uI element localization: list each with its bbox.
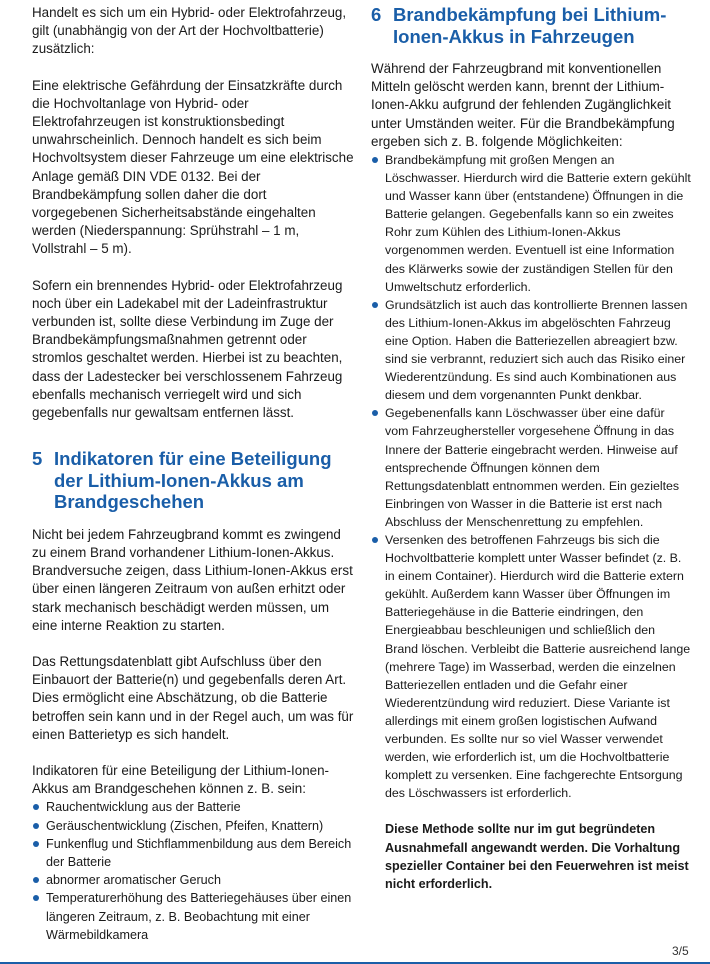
right-column <box>371 4 691 893</box>
indicator-list <box>32 798 354 944</box>
section-5-number: 5 <box>32 448 43 470</box>
paragraph-firefighting-intro: Während der Fahrzeugbrand mit konventionellen Mitteln gelöscht werden kann, brennt der Lithium-Ionen-Akku aufgrund der fehlenden Zugänglichkeit unter Umständen weiter. Für die Brandbekämpfung ergeben sich z. B. folgende Möglichkeiten: <box>371 61 675 149</box>
paragraph-hybrid-intro: Handelt es sich um ein Hybrid- oder Elektrofahrzeug, gilt (unabhängig von der Art der Hochvoltbatterie) zusätzlich: <box>32 5 347 57</box>
paragraph-electrical-hazard: Eine elektrische Gefährdung der Einsatzkräfte durch die Hochvoltanlage von Hybrid- oder Elektrofahrzeugen ist konstruktionsbedingt unwahrscheinlich. Dennoch handelt es sich beim Hochvoltsystem dieser Fahrzeuge um eine elektrische Anlage gemäß DIN VDE 0132. Bei der Brandbekämpfung sollen daher die dort vorgegebenen Sicherheitsabstände eingehalten werden (Niederspannung: Sprühstrahl – 1 m, Vollstrahl – 5 m). <box>32 77 354 257</box>
section-5-heading <box>32 448 354 513</box>
firefighting-options-list <box>371 151 691 802</box>
section-6-title: Brandbekämpfung bei Lithium-Ionen-Akkus in Fahrzeugen <box>393 4 667 47</box>
section-6-number: 6 <box>371 4 382 25</box>
list-item: abnormer aromatischer Geruch <box>32 871 354 889</box>
list-item: Brandbekämpfung mit großen Mengen an Löschwasser. Hierdurch wird die Batterie extern gekühlt und Wasser kann über (entstandene) Öffnungen in die Batterie gelangen. Gegebenfalls kann so ein zweites Rohr zum Kühlen des Lithium-Ionen-Akkus vorgenommen werden. Eventuell ist eine Information des Klärwerks sowie der zuständigen Stellen für den Umweltschutz erforderlich. <box>371 151 691 296</box>
left-column <box>32 4 354 944</box>
bullet-icon <box>33 877 39 883</box>
bullet-icon <box>372 157 378 163</box>
list-item: Grundsätzlich ist auch das kontrollierte Brennen lassen des Lithium-Ionen-Akkus im abgelöschten Fahrzeug eine Option. Haben die Batteriezellen abreagiert bzw. sind sie verbrannt, reduziert sich auch das Risiko einer Wiederentzündung. Es sind auch Kombinationen aus diesem und dem vorgenannten Punkt denkbar. <box>371 296 691 405</box>
paragraph-rescue-sheet: Das Rettungsdatenblatt gibt Aufschluss über den Einbauort der Batterie(n) und gegebenfalls deren Art. Dies ermöglicht eine Abschätzung, ob die Batterie betroffen sein kann und in der Regel auch, um was für einen Batterietyp es sich handelt. <box>32 653 354 742</box>
bullet-icon <box>33 841 39 847</box>
list-item: Temperaturerhöhung des Batteriegehäuses über einen längeren Zeitraum, z. B. Beobachtung mit einer Wärmebildkamera <box>32 889 354 944</box>
list-item: Rauchentwicklung aus der Batterie <box>32 798 354 816</box>
bold-note: Diese Methode sollte nur im gut begründeten Ausnahmefall angewandt werden. Die Vorhaltung spezieller Container bei den Feuerwehren ist meist nicht erforderlich. <box>385 822 689 891</box>
page-number: 3/5 <box>672 944 689 958</box>
paragraph-charging-cable: Sofern ein brennendes Hybrid- oder Elektrofahrzeug noch über ein Ladekabel mit der Ladeinfrastruktur verbunden ist, sollte diese Verbindung im Zuge der Brandbekämpfungsmaßnahmen getrennt oder stromlos geschaltet werden. Hierbei ist zu beachten, dass der Ladestecker bei verschlossenem Fahrzeug ebenfalls mechanisch verriegelt wird und sich gegebenfalls nur gewaltsam entfernen lässt. <box>32 277 343 421</box>
bullet-icon <box>372 302 378 308</box>
section-5-title: Indikatoren für eine Beteiligung der Lithium-Ionen-Akkus am Brandgeschehen <box>54 448 332 513</box>
bullet-icon <box>372 537 378 543</box>
paragraph-fire-tests: Nicht bei jedem Fahrzeugbrand kommt es zwingend zu einem Brand vorhandener Lithium-Ionen-Akkus. Brandversuche zeigen, dass Lithium-Ionen-Akkus erst über einen längeren Zeitraum von außen erhitzt oder stark mechanisch beschädigt werden müssen, um eine interne Reaktion zu starten. <box>32 526 353 633</box>
section-6-heading <box>371 4 691 47</box>
paragraph-indicators-intro: Indikatoren für eine Beteiligung der Lithium-Ionen-Akkus am Brandgeschehen können z. B. sein: <box>32 763 330 797</box>
bullet-icon <box>33 823 39 829</box>
bullet-icon <box>33 804 39 810</box>
list-item: Versenken des betroffenen Fahrzeugs bis sich die Hochvoltbatterie komplett unter Wasser befindet (z. B. in einem Container). Hierdurch wird die Batterie extern gekühlt. Außerdem kann Wasser über Öffnungen im Batteriegehäuse in die Batterie eindringen, den Energieabbau beschleunigen und schließlich den Brand löschen. Verbleibt die Batterie ausreichend lange (mehrere Tage) im Wasserbad, werden die einzelnen Batteriezellen entladen und die Gefahr einer Wiederentzündung wird reduziert. Diese Variante ist allerdings mit einem großen logistischen Aufwand verbunden. Es sollte nur so viel Wasser verwendet werden, wie erforderlich ist, um die Hochvoltbatterie komplett zu versenken. Eine fachgerechte Entsorgung des Löschwassers ist erforderlich. <box>371 531 691 802</box>
list-item: Gegebenenfalls kann Löschwasser über eine dafür vom Fahrzeughersteller vorgesehene Öffnung in das Innere der Batterie eingebracht werden. Hinweise auf entsprechende Öffnungen können dem Rettungsdatenblatt entnommen werden. Ein gezieltes Einbringen von Wasser in die Batterie ist erst nach Abschluss der Menschenrettung zu empfehlen. <box>371 404 691 531</box>
list-item: Funkenflug und Stichflammenbildung aus dem Bereich der Batterie <box>32 835 354 871</box>
bullet-icon <box>33 895 39 901</box>
list-item: Geräuschentwicklung (Zischen, Pfeifen, Knattern) <box>32 817 354 835</box>
bullet-icon <box>372 410 378 416</box>
